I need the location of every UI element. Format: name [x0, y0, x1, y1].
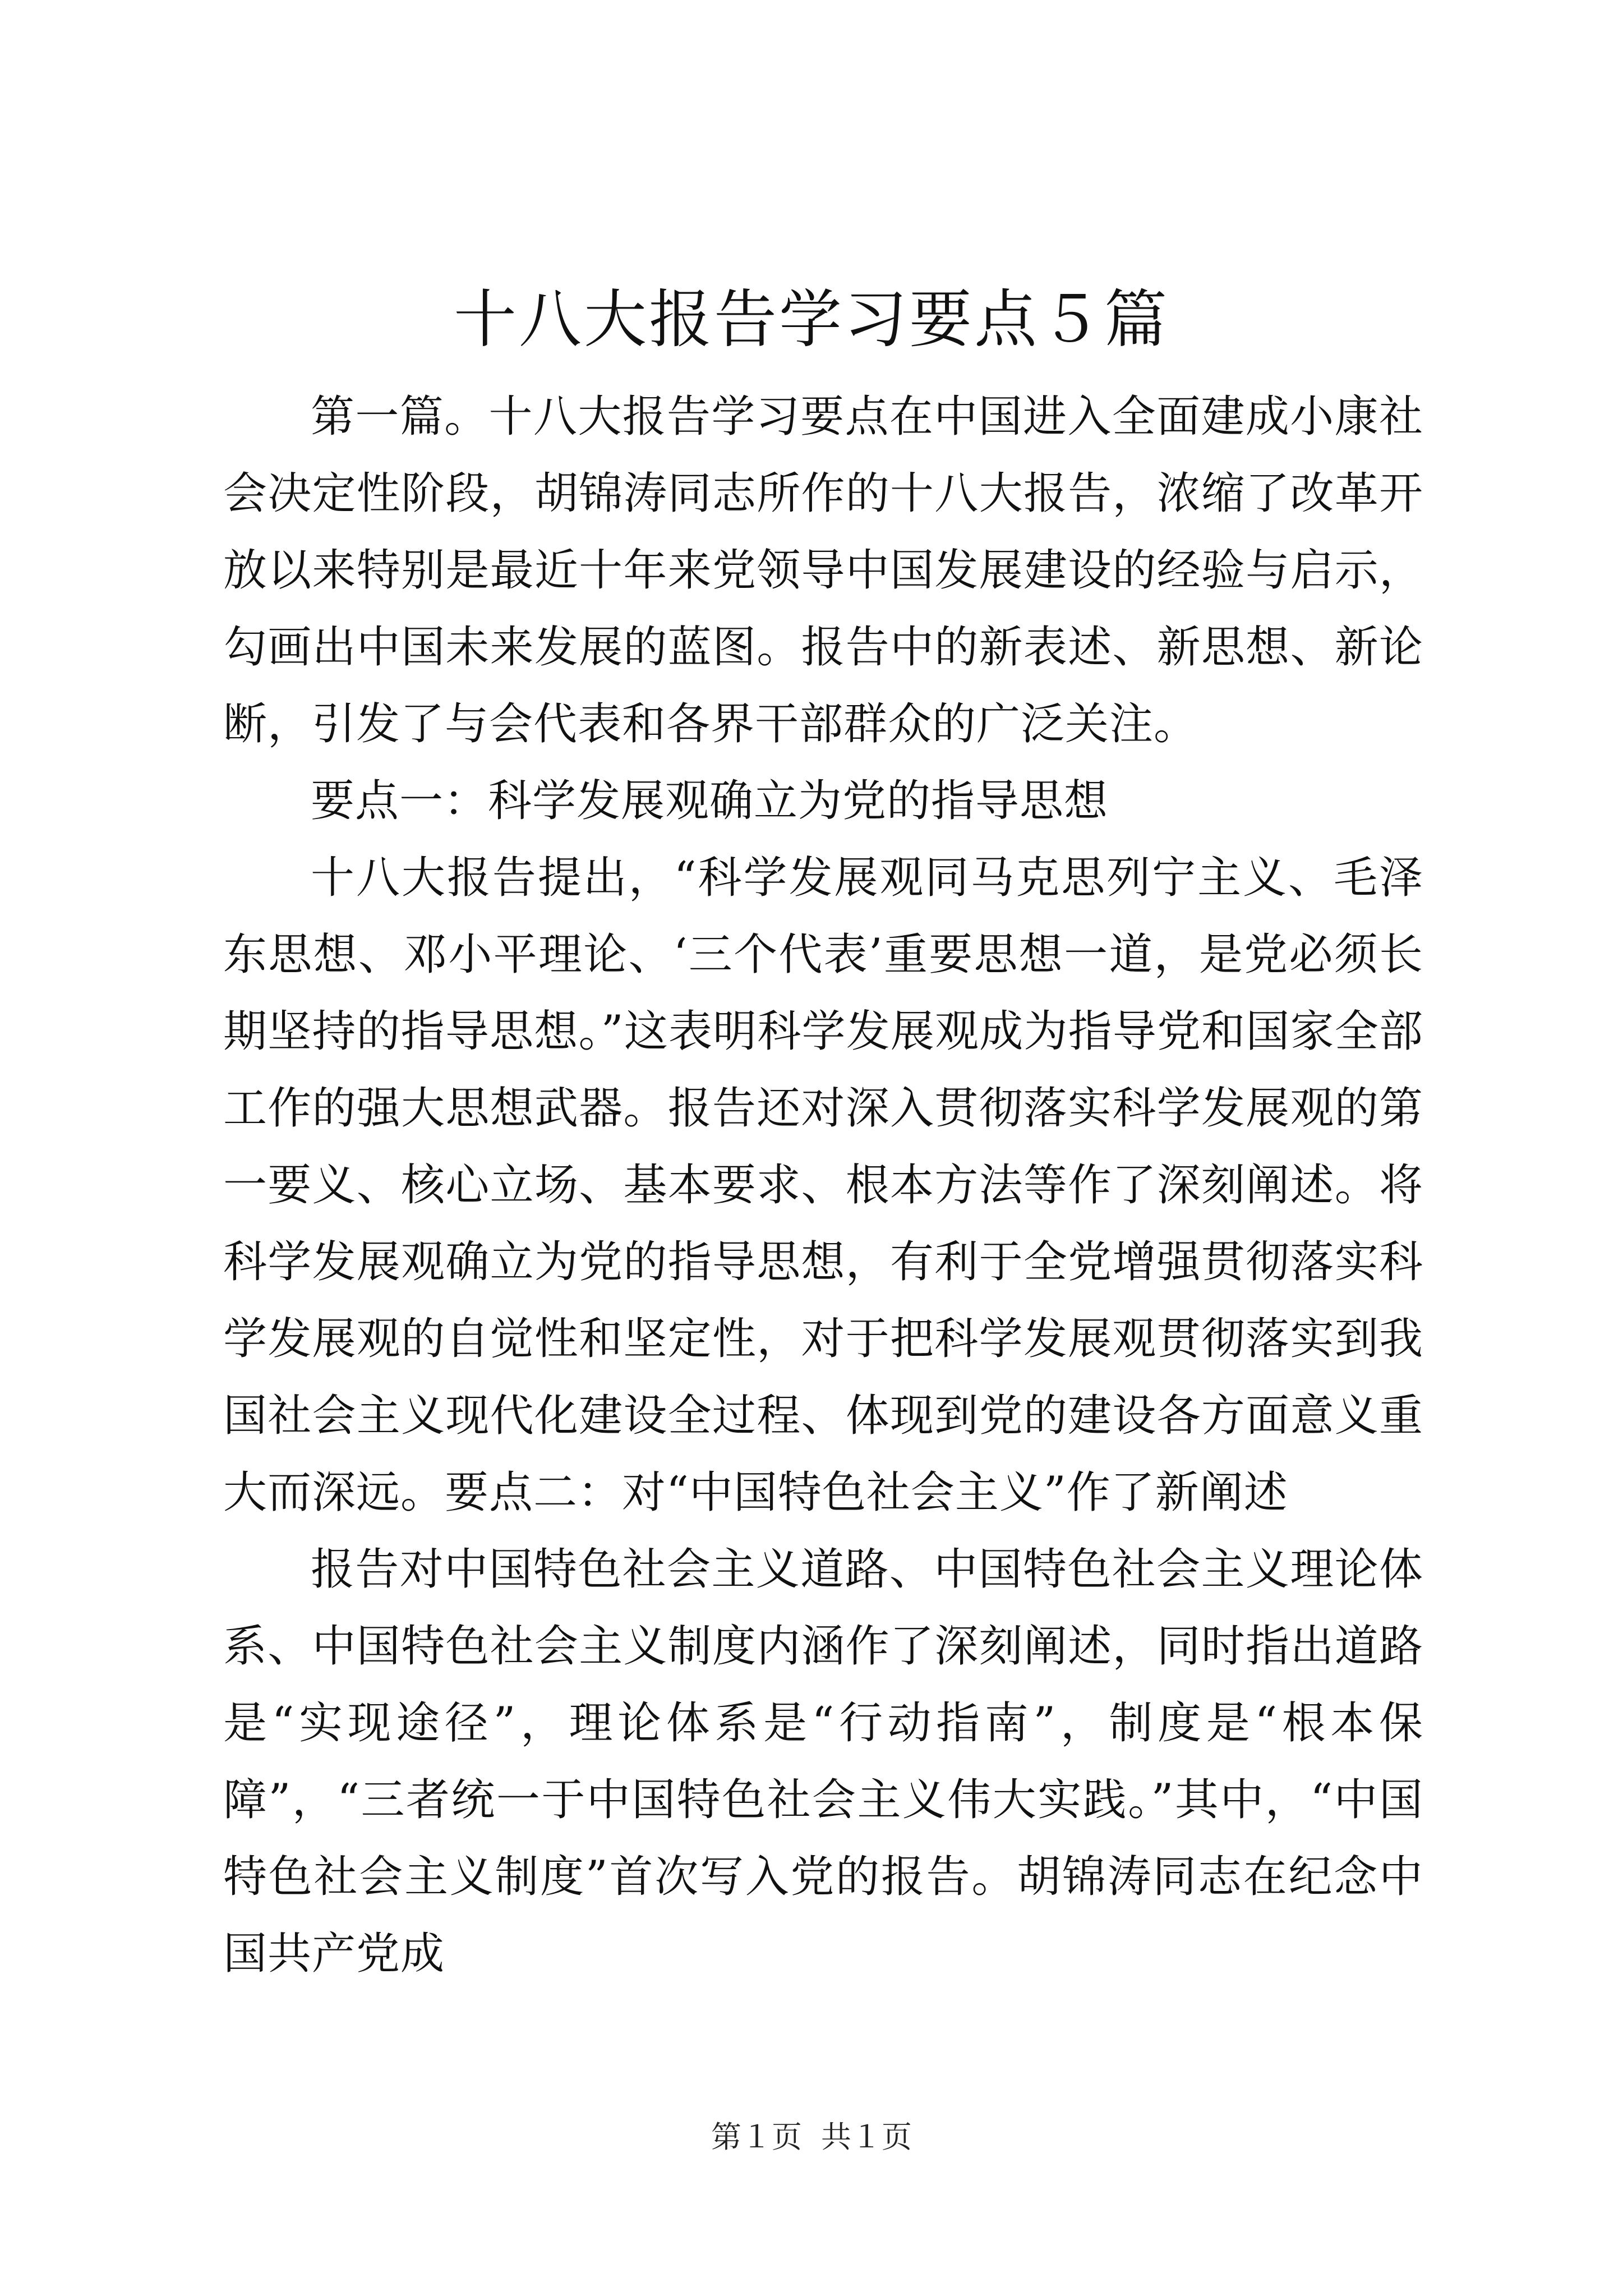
- paragraph-intro: 第一篇。十八大报告学习要点在中国进入全面建成小康社会决定性阶段，胡锦涛同志所作的十八大报告，浓缩了改革开放以来特别是最近十年来党领导中国发展建设的经验与启示，勾画出中国未来发展的蓝图。报告中的新表述、新思想、新论断，引发了与会代表和各界干部群众的广泛关注。: [223, 392, 1423, 749]
- page-footer: [0, 2118, 1623, 2157]
- paragraph-point-one-body: 十八大报告提出，“科学发展观同马克思列宁主义、毛泽东思想、邓小平理论、‘三个代表’重要思想一道，是党必须长期坚持的指导思想。”这表明科学发展观成为指导党和国家全部工作的强大思想武器。报告还对深入贯彻落实科学发展观的第一要义、核心立场、基本要求、根本方法等作了深刻阐述。将科学发展观确立为党的指导思想，有利于全党增强贯彻落实科学发展观的自觉性和坚定性，对于把科学发展观贯彻落实到我国社会主义现代化建设全过程、体现到党的建设各方面意义重大而深远。要点二：对“中国特色社会主义”作了新阐述: [223, 853, 1423, 1518]
- paragraph-point-one-heading: 要点一：科学发展观确立为党的指导思想: [311, 776, 1109, 826]
- paragraph-point-two-body: 报告对中国特色社会主义道路、中国特色社会主义理论体系、中国特色社会主义制度内涵作了深刻阐述，同时指出道路是“实现途径”，理论体系是“行动指南”，制度是“根本保障”，“三者统一于中国特色社会主义伟大实践。”其中，“中国特色社会主义制度”首次写入党的报告。胡锦涛同志在纪念中国共产党成: [223, 1544, 1423, 1979]
- page-number: 第１页: [711, 2119, 802, 2155]
- document-title: 十八大报告学习要点５篇: [454, 283, 1169, 356]
- document-body: [223, 379, 1423, 1993]
- page-total: 共１页: [821, 2119, 912, 2155]
